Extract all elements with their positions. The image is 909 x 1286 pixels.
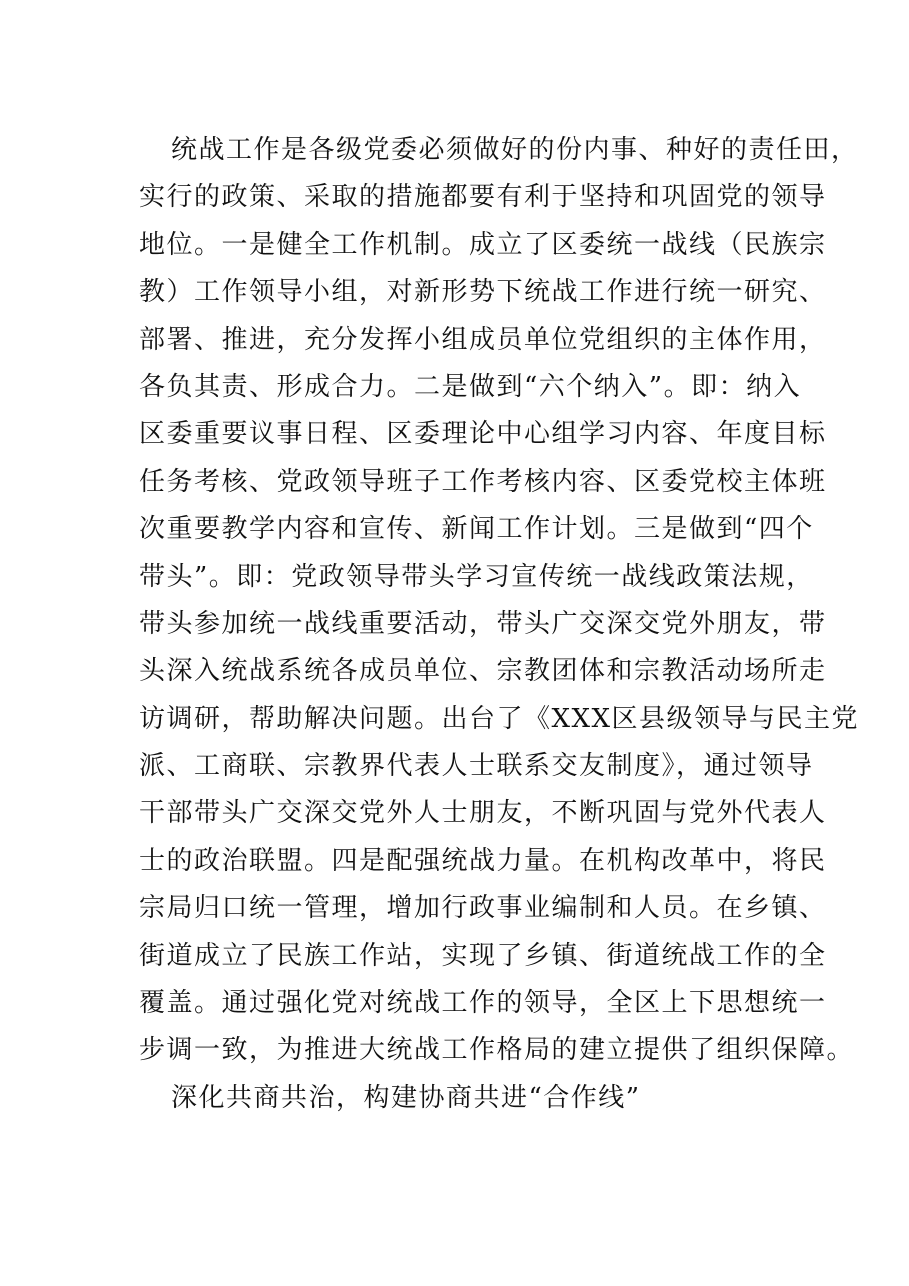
text-line: 士的政治联盟。四是配强统战力量。在机构改革中，将民 [139, 845, 827, 876]
text-line: 区委重要议事日程、区委理论中心组学习内容、年度目标 [139, 419, 827, 450]
text-line: 教）工作领导小组，对新形势下统战工作进行统一研究、 [139, 277, 827, 308]
text-line: 统战工作是各级党委必须做好的份内事、种好的责任田， [171, 135, 859, 165]
text-line: 带头”。即：党政领导带头学习宣传统一战线政策法规， [139, 561, 814, 592]
body-text [139, 127, 860, 1122]
text-line: 地位。一是健全工作机制。成立了区委统一战线（民族宗 [139, 229, 827, 260]
text-line: 宗局归口统一管理，增加行政事业编制和人员。在乡镇、 [139, 893, 827, 924]
text-line: 头深入统战系统各成员单位、宗教团体和宗教活动场所走 [139, 656, 827, 687]
text-line: 干部带头广交深交党外人士朋友，不断巩固与党外代表人 [139, 798, 827, 829]
text-line: 覆盖。通过强化党对统战工作的领导，全区上下思想统一 [139, 988, 827, 1019]
text-line: 各负其责、形成合力。二是做到“六个纳入”。即：纳入 [139, 371, 802, 402]
text-line: 任务考核、党政领导班子工作考核内容、区委党校主体班 [139, 466, 827, 497]
text-line: 带头参加统一战线重要活动，带头广交深交党外朋友，带 [139, 608, 827, 639]
section-heading: 深化共商共治，构建协商共进“合作线” [171, 1082, 641, 1113]
text-line: 步调一致，为推进大统战工作格局的建立提供了组织保障。 [139, 1035, 855, 1066]
text-line: 次重要教学内容和宣传、新闻工作计划。三是做到“四个 [139, 514, 814, 545]
text-line: 部署、推进，充分发挥小组成员单位党组织的主体作用， [139, 324, 827, 355]
text-line: 访调研，帮助解决问题。出台了《XXX区县级领导与民主党 [139, 703, 860, 734]
text-line: 实行的政策、采取的措施都要有利于坚持和巩固党的领导 [139, 182, 827, 213]
text-line: 派、工商联、宗教界代表人士联系交友制度》，通过领导 [139, 751, 814, 782]
text-line: 街道成立了民族工作站，实现了乡镇、街道统战工作的全 [139, 940, 827, 971]
